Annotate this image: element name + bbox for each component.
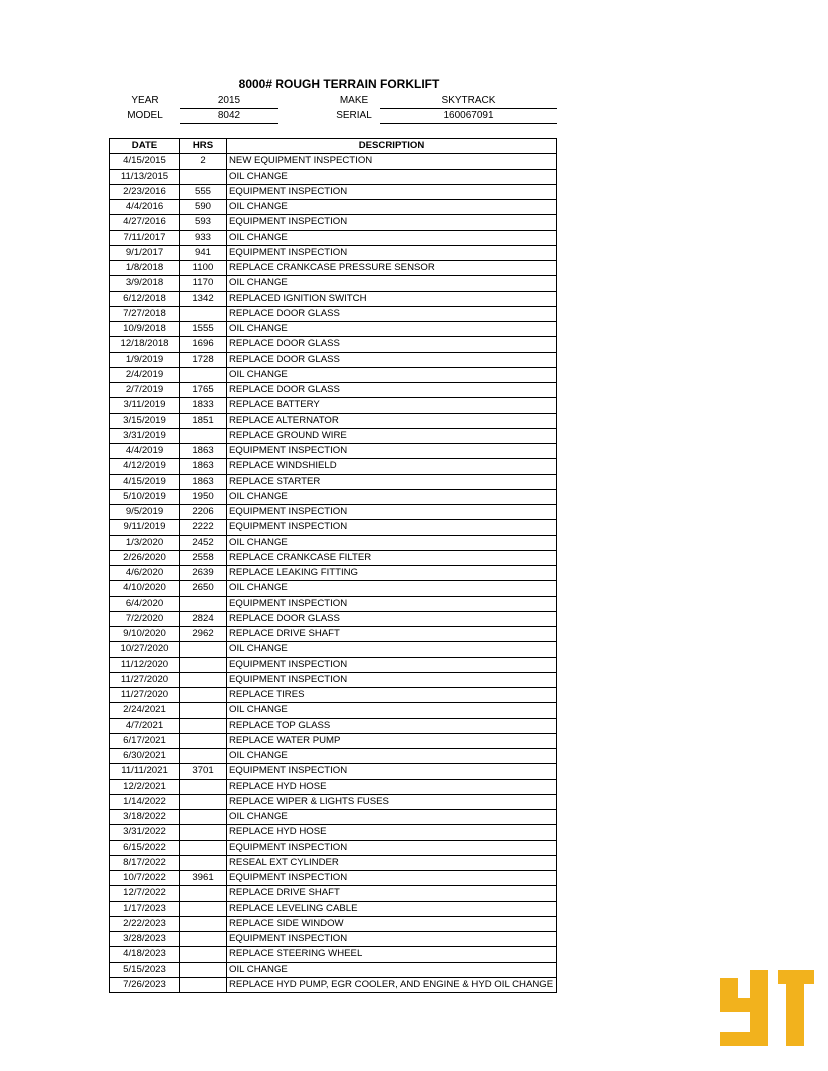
date-cell: 9/11/2019 [110, 520, 180, 535]
date-cell: 4/7/2021 [110, 718, 180, 733]
date-cell: 6/17/2021 [110, 733, 180, 748]
date-cell: 1/17/2023 [110, 901, 180, 916]
hrs-cell: 1170 [180, 276, 227, 291]
table-row [110, 322, 557, 337]
year-label: YEAR [131, 95, 159, 106]
table-row [110, 474, 557, 489]
model-label: MODEL [127, 110, 163, 121]
date-cell: 5/10/2019 [110, 489, 180, 504]
date-cell: 1/14/2022 [110, 794, 180, 809]
description-cell: OIL CHANGE [227, 962, 557, 977]
date-cell: 3/18/2022 [110, 810, 180, 825]
company-logo-icon [720, 970, 814, 1048]
hrs-cell [180, 916, 227, 931]
hrs-cell [180, 962, 227, 977]
table-row [110, 871, 557, 886]
hrs-cell [180, 703, 227, 718]
description-cell: REPLACE WIPER & LIGHTS FUSES [227, 794, 557, 809]
table-row [110, 840, 557, 855]
date-cell: 3/9/2018 [110, 276, 180, 291]
hrs-cell [180, 810, 227, 825]
year-value: 2015 [180, 94, 278, 109]
table-row [110, 718, 557, 733]
hrs-cell: 2 [180, 154, 227, 169]
table-row [110, 916, 557, 931]
date-cell: 2/26/2020 [110, 550, 180, 565]
date-column-header: DATE [110, 139, 180, 154]
hrs-cell: 2222 [180, 520, 227, 535]
date-cell: 12/2/2021 [110, 779, 180, 794]
table-row [110, 810, 557, 825]
date-cell: 11/12/2020 [110, 657, 180, 672]
table-row [110, 245, 557, 260]
table-body [110, 154, 557, 993]
hrs-cell: 1696 [180, 337, 227, 352]
info-row-model-serial [0, 109, 828, 123]
hrs-cell: 933 [180, 230, 227, 245]
description-cell: REPLACE WINDSHIELD [227, 459, 557, 474]
hrs-cell [180, 169, 227, 184]
hrs-cell [180, 657, 227, 672]
hrs-cell [180, 947, 227, 962]
table-row [110, 398, 557, 413]
date-cell: 4/4/2016 [110, 200, 180, 215]
table-row [110, 444, 557, 459]
date-cell: 3/31/2019 [110, 428, 180, 443]
description-cell: OIL CHANGE [227, 276, 557, 291]
description-cell: EQUIPMENT INSPECTION [227, 672, 557, 687]
description-cell: OIL CHANGE [227, 367, 557, 382]
description-cell: OIL CHANGE [227, 489, 557, 504]
date-cell: 2/4/2019 [110, 367, 180, 382]
table-row [110, 962, 557, 977]
date-cell: 10/9/2018 [110, 322, 180, 337]
hrs-cell: 1863 [180, 444, 227, 459]
date-cell: 6/15/2022 [110, 840, 180, 855]
table-row [110, 947, 557, 962]
description-cell: EQUIPMENT INSPECTION [227, 871, 557, 886]
table-header-row [110, 139, 557, 154]
date-cell: 6/12/2018 [110, 291, 180, 306]
hrs-cell [180, 779, 227, 794]
description-cell: REPLACE TOP GLASS [227, 718, 557, 733]
table-row [110, 306, 557, 321]
hrs-cell [180, 901, 227, 916]
table-row [110, 383, 557, 398]
date-cell: 2/22/2023 [110, 916, 180, 931]
date-cell: 2/7/2019 [110, 383, 180, 398]
description-cell: REPLACE CRANKCASE PRESSURE SENSOR [227, 261, 557, 276]
document-title: 8000# ROUGH TERRAIN FORKLIFT [238, 77, 440, 91]
date-cell: 4/15/2015 [110, 154, 180, 169]
hrs-cell: 1950 [180, 489, 227, 504]
make-label: MAKE [339, 95, 369, 106]
hrs-cell [180, 596, 227, 611]
hrs-cell [180, 718, 227, 733]
info-row-year-make [0, 94, 828, 108]
date-cell: 11/27/2020 [110, 688, 180, 703]
description-cell: REPLACE TIRES [227, 688, 557, 703]
description-cell: REPLACE CRANKCASE FILTER [227, 550, 557, 565]
table-row [110, 276, 557, 291]
description-cell: EQUIPMENT INSPECTION [227, 764, 557, 779]
hrs-cell: 3961 [180, 871, 227, 886]
description-cell: REPLACE DRIVE SHAFT [227, 886, 557, 901]
table-row [110, 657, 557, 672]
date-cell: 4/15/2019 [110, 474, 180, 489]
hrs-cell: 2650 [180, 581, 227, 596]
date-cell: 5/15/2023 [110, 962, 180, 977]
hrs-cell [180, 688, 227, 703]
table-row [110, 367, 557, 382]
hrs-cell: 3701 [180, 764, 227, 779]
description-cell: REPLACE HYD PUMP, EGR COOLER, AND ENGINE & HYD OIL CHANGE [227, 977, 557, 992]
description-cell: OIL CHANGE [227, 749, 557, 764]
hrs-cell: 1851 [180, 413, 227, 428]
table-row [110, 977, 557, 992]
hrs-cell: 1555 [180, 322, 227, 337]
description-cell: REPLACE LEVELING CABLE [227, 901, 557, 916]
hrs-cell: 1765 [180, 383, 227, 398]
table-row [110, 688, 557, 703]
date-cell: 4/12/2019 [110, 459, 180, 474]
model-value: 8042 [180, 109, 278, 124]
description-cell: NEW EQUIPMENT INSPECTION [227, 154, 557, 169]
date-cell: 11/13/2015 [110, 169, 180, 184]
date-cell: 12/7/2022 [110, 886, 180, 901]
date-cell: 9/10/2020 [110, 627, 180, 642]
hrs-cell: 593 [180, 215, 227, 230]
table-row [110, 581, 557, 596]
hrs-cell [180, 840, 227, 855]
table-row [110, 733, 557, 748]
description-cell: EQUIPMENT INSPECTION [227, 215, 557, 230]
hrs-cell: 1863 [180, 474, 227, 489]
table-row [110, 596, 557, 611]
description-cell: EQUIPMENT INSPECTION [227, 245, 557, 260]
description-cell: REPLACE HYD HOSE [227, 825, 557, 840]
date-cell: 12/18/2018 [110, 337, 180, 352]
serial-label: SERIAL [336, 110, 372, 121]
description-cell: REPLACE BATTERY [227, 398, 557, 413]
hrs-cell [180, 977, 227, 992]
table-row [110, 642, 557, 657]
description-cell: REPLACE HYD HOSE [227, 779, 557, 794]
date-cell: 1/3/2020 [110, 535, 180, 550]
table-row [110, 886, 557, 901]
date-cell: 4/27/2016 [110, 215, 180, 230]
description-cell: REPLACE ALTERNATOR [227, 413, 557, 428]
description-cell: REPLACE GROUND WIRE [227, 428, 557, 443]
hrs-cell: 555 [180, 184, 227, 199]
description-cell: OIL CHANGE [227, 642, 557, 657]
date-cell: 11/11/2021 [110, 764, 180, 779]
hrs-cell: 2639 [180, 566, 227, 581]
description-cell: REPLACE WATER PUMP [227, 733, 557, 748]
table-row [110, 932, 557, 947]
description-cell: EQUIPMENT INSPECTION [227, 184, 557, 199]
table-row [110, 535, 557, 550]
hrs-cell: 1863 [180, 459, 227, 474]
date-cell: 6/30/2021 [110, 749, 180, 764]
date-cell: 9/5/2019 [110, 505, 180, 520]
make-value: SKYTRACK [380, 94, 557, 109]
table-row [110, 200, 557, 215]
date-cell: 7/26/2023 [110, 977, 180, 992]
description-cell: OIL CHANGE [227, 581, 557, 596]
description-cell: OIL CHANGE [227, 322, 557, 337]
table-row [110, 779, 557, 794]
hrs-cell [180, 886, 227, 901]
table-row [110, 627, 557, 642]
description-cell: EQUIPMENT INSPECTION [227, 932, 557, 947]
table-row [110, 550, 557, 565]
hrs-cell: 1728 [180, 352, 227, 367]
description-cell: REPLACE DOOR GLASS [227, 352, 557, 367]
date-cell: 1/9/2019 [110, 352, 180, 367]
description-cell: REPLACE DRIVE SHAFT [227, 627, 557, 642]
description-cell: EQUIPMENT INSPECTION [227, 657, 557, 672]
hrs-cell [180, 855, 227, 870]
table-row [110, 703, 557, 718]
description-cell: EQUIPMENT INSPECTION [227, 505, 557, 520]
hrs-cell [180, 749, 227, 764]
table-row [110, 413, 557, 428]
description-cell: REPLACE STARTER [227, 474, 557, 489]
hrs-column-header: HRS [180, 139, 227, 154]
date-cell: 7/27/2018 [110, 306, 180, 321]
description-cell: RESEAL EXT CYLINDER [227, 855, 557, 870]
hrs-cell [180, 733, 227, 748]
date-cell: 4/10/2020 [110, 581, 180, 596]
hrs-cell: 941 [180, 245, 227, 260]
date-cell: 9/1/2017 [110, 245, 180, 260]
hrs-cell: 1100 [180, 261, 227, 276]
maintenance-log-table [109, 138, 557, 993]
table-row [110, 901, 557, 916]
hrs-cell [180, 306, 227, 321]
date-cell: 3/15/2019 [110, 413, 180, 428]
hrs-cell [180, 672, 227, 687]
description-cell: REPLACED IGNITION SWITCH [227, 291, 557, 306]
date-cell: 3/31/2022 [110, 825, 180, 840]
description-cell: OIL CHANGE [227, 200, 557, 215]
description-cell: EQUIPMENT INSPECTION [227, 596, 557, 611]
table-row [110, 794, 557, 809]
description-cell: OIL CHANGE [227, 810, 557, 825]
date-cell: 2/24/2021 [110, 703, 180, 718]
table-row [110, 764, 557, 779]
date-cell: 7/2/2020 [110, 611, 180, 626]
hrs-cell [180, 367, 227, 382]
table-row [110, 428, 557, 443]
hrs-cell [180, 428, 227, 443]
description-cell: REPLACE DOOR GLASS [227, 306, 557, 321]
table-row [110, 184, 557, 199]
hrs-cell [180, 825, 227, 840]
table-row [110, 169, 557, 184]
description-cell: OIL CHANGE [227, 169, 557, 184]
hrs-cell: 1833 [180, 398, 227, 413]
date-cell: 4/4/2019 [110, 444, 180, 459]
description-cell: OIL CHANGE [227, 535, 557, 550]
hrs-cell [180, 932, 227, 947]
description-cell: REPLACE STEERING WHEEL [227, 947, 557, 962]
date-cell: 3/11/2019 [110, 398, 180, 413]
date-cell: 6/4/2020 [110, 596, 180, 611]
table-row [110, 825, 557, 840]
table-row [110, 337, 557, 352]
table-row [110, 566, 557, 581]
table-row [110, 672, 557, 687]
date-cell: 10/7/2022 [110, 871, 180, 886]
table-row [110, 352, 557, 367]
date-cell: 7/11/2017 [110, 230, 180, 245]
date-cell: 11/27/2020 [110, 672, 180, 687]
description-cell: REPLACE LEAKING FITTING [227, 566, 557, 581]
hrs-cell: 1342 [180, 291, 227, 306]
table-row [110, 291, 557, 306]
hrs-cell: 2962 [180, 627, 227, 642]
description-cell: OIL CHANGE [227, 703, 557, 718]
hrs-cell: 2824 [180, 611, 227, 626]
hrs-cell: 590 [180, 200, 227, 215]
table-row [110, 611, 557, 626]
description-cell: REPLACE DOOR GLASS [227, 337, 557, 352]
table-row [110, 855, 557, 870]
hrs-cell: 2206 [180, 505, 227, 520]
description-cell: REPLACE DOOR GLASS [227, 383, 557, 398]
date-cell: 4/18/2023 [110, 947, 180, 962]
description-cell: EQUIPMENT INSPECTION [227, 520, 557, 535]
table-row [110, 459, 557, 474]
date-cell: 8/17/2022 [110, 855, 180, 870]
description-column-header: DESCRIPTION [227, 139, 557, 154]
date-cell: 2/23/2016 [110, 184, 180, 199]
description-cell: REPLACE DOOR GLASS [227, 611, 557, 626]
description-cell: EQUIPMENT INSPECTION [227, 840, 557, 855]
table-row [110, 215, 557, 230]
description-cell: EQUIPMENT INSPECTION [227, 444, 557, 459]
hrs-cell [180, 794, 227, 809]
hrs-cell: 2558 [180, 550, 227, 565]
hrs-cell: 2452 [180, 535, 227, 550]
table-row [110, 261, 557, 276]
description-cell: REPLACE SIDE WINDOW [227, 916, 557, 931]
table-row [110, 154, 557, 169]
serial-value: 160067091 [380, 109, 557, 124]
date-cell: 4/6/2020 [110, 566, 180, 581]
table-row [110, 489, 557, 504]
date-cell: 1/8/2018 [110, 261, 180, 276]
description-cell: OIL CHANGE [227, 230, 557, 245]
date-cell: 3/28/2023 [110, 932, 180, 947]
table-row [110, 505, 557, 520]
table-row [110, 749, 557, 764]
hrs-cell [180, 642, 227, 657]
date-cell: 10/27/2020 [110, 642, 180, 657]
table-row [110, 230, 557, 245]
table-row [110, 520, 557, 535]
